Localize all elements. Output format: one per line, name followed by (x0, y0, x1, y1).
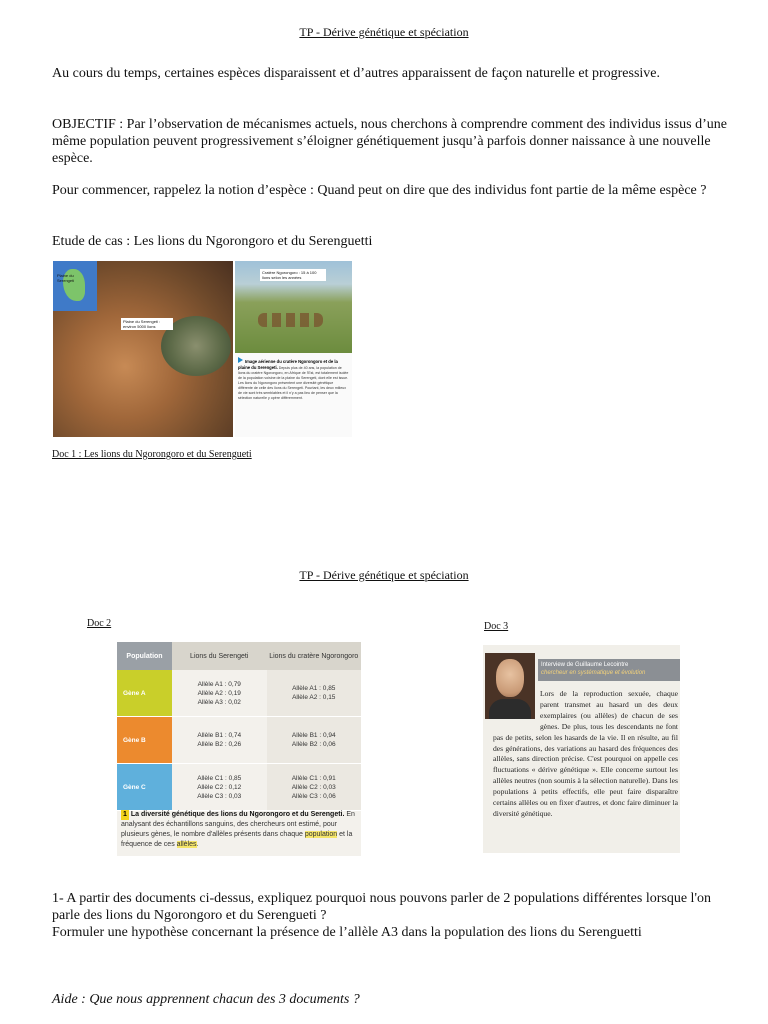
header-serengeti: Lions du Serengeti (172, 642, 267, 670)
allele-cell-ngorongoro (267, 717, 362, 764)
gene-cell: Gène B (117, 717, 172, 764)
gene-cell: Gène A (117, 670, 172, 717)
allele-frequency: Allèle A2 : 0,19 (197, 689, 241, 697)
allele-cell-serengeti (172, 764, 267, 811)
interview-role: chercheur en systématique et évolution (541, 670, 646, 676)
crater-label: Cratère Ngorongoro : 15 à 100 lions selon les années (260, 269, 326, 281)
doc1-image (53, 261, 352, 437)
doc1-caption: Doc 1 : Les lions du Ngorongoro et du Serengueti (52, 449, 252, 460)
question-1b: Formuler une hypothèse concernant la présence de l’allèle A3 dans la population des lions du Serenguetti (52, 925, 642, 940)
doc2-table-image (117, 642, 361, 856)
allele-cell-serengeti (172, 717, 267, 764)
allele-frequency: Allèle C1 : 0,91 (291, 774, 336, 782)
case-study-title: Etude de cas : Les lions du Ngorongoro et du Serenguetti (52, 234, 373, 249)
allele-cell-ngorongoro (267, 670, 362, 717)
caption-title: La diversité génétique des lions du Ngorongoro et du Serengeti. (130, 811, 345, 818)
doc3-label: Doc 3 (484, 621, 509, 632)
caption-end: . (196, 841, 199, 848)
caption-text-2: et la fréquence de ces (121, 831, 353, 848)
allele-frequency: Allèle A1 : 0,85 (292, 685, 336, 692)
allele-frequency: Allèle A1 : 0,79 (197, 680, 241, 688)
caption-number: 1 (123, 811, 127, 818)
africa-inset (53, 261, 97, 311)
lions-silhouettes (258, 313, 323, 327)
allele-frequency: Allèle B1 : 0,94 (291, 732, 336, 739)
header-ngorongoro: Lions du cratère Ngorongoro (267, 642, 362, 670)
africa-label: Plaine du Serengeti (57, 273, 75, 283)
allele-frequency: Allèle B2 : 0,06 (291, 741, 336, 748)
doc2-caption (121, 810, 357, 850)
caption-text-1: En analysant des échantillons sanguins, des chercheurs ont estimé, pour plusieurs gènes, le nombre d'allèles présents dans chaque (121, 811, 355, 838)
allele-frequency: Allèle C3 : 0,06 (291, 792, 336, 800)
photo-description (235, 353, 352, 437)
doc3-interview-image (483, 645, 680, 853)
plain-label: Plaine du Serengeti : environ 5000 lions (121, 318, 173, 330)
interview-text: Lors de la reproduction sexuée, chaque parent transmet au hasard un des deux exemplaires (ou allèles) de chacun de ses gènes. De plus, tous les descendants ne font pas de petits, selon les hasards de la vie. Il en résulte, au fil des générations, des variations au hasard des fréquences des allèles, sans direction précise. C'est pourquoi on appelle ces fluctuations « dérive génétique ». Elle concerne surtout les allèles neutres (non soumis à la sélection naturelle). Dans les populations à petits effectifs, elle peut faire disparaître certains allèles ou en fixer d'autres, et donc faire diminuer la diversité génétique. (493, 689, 678, 818)
table-row (117, 717, 361, 764)
species-question: Pour commencer, rappelez la notion d’espèce : Quand peut on dire que des individus font partie de la même espèce ? (52, 183, 707, 198)
interview-body (493, 689, 678, 820)
lions-photo (235, 261, 352, 353)
allele-cell-ngorongoro (267, 764, 362, 811)
table-row (117, 670, 361, 717)
photo-text: Depuis plus de 40 ans, la population de lions du cratère Ngorongoro, en Afrique de l'Est, est totalement isolée de la population voisine de la plaine du Serengeti, dont elle est issue. Les lions du Ngorongoro présentent une diversité génétique différente de celle des lions du Serengeti. Pourtant, les deux milieux de vie sont très semblables et il n'y a pas lieu de penser que la sélection naturelle y opère différemment. (238, 366, 349, 400)
allele-frequency: Allèle C3 : 0,03 (197, 792, 242, 800)
header-population: Population (117, 642, 172, 670)
page-title: TP - Dérive génétique et spéciation (299, 25, 469, 39)
help-text: Aide : Que nous apprennent chacun des 3 documents ? (52, 992, 360, 1007)
allele-cell-serengeti (172, 670, 267, 717)
interview-header (538, 659, 680, 681)
question-1a: 1- A partir des documents ci-dessus, expliquez pourquoi nous pouvons parler de 2 populations différentes lorsque l'on parle des lions du Ngorongoro et du Serengueti ? (52, 891, 711, 923)
caption-highlight-population: population (304, 831, 338, 838)
allele-frequency: Allèle A3 : 0,02 (197, 698, 241, 706)
interview-title: Interview de Guillaume Lecointre (541, 662, 629, 668)
page-title-2: TP - Dérive génétique et spéciation (299, 568, 469, 582)
allele-frequency: Allèle A2 : 0,15 (292, 694, 336, 701)
allele-frequency: Allèle C2 : 0,03 (291, 783, 336, 791)
objective-text: OBJECTIF : Par l’observation de mécanismes actuels, nous cherchons à comprendre comment des individus issus d’une même population peuvent progressivement s’éloigner génétiquement jusqu’à parfois donner naissance à une nouvelle espèce. (52, 117, 727, 166)
intro-text: Au cours du temps, certaines espèces disparaissent et d’autres apparaissent de façon naturelle et progressive. (52, 66, 660, 81)
photo-title: Image aérienne du cratère Ngorongoro et de la plaine du Serengeti. (238, 359, 338, 370)
allele-table (117, 642, 361, 811)
gene-cell: Gène C (117, 764, 172, 811)
table-row (117, 764, 361, 811)
caption-highlight-alleles: allèles (176, 841, 197, 848)
allele-frequency: Allèle C1 : 0,85 (197, 774, 242, 782)
arrow-icon (238, 357, 243, 363)
allele-frequency: Allèle B2 : 0,26 (197, 741, 242, 748)
allele-frequency: Allèle C2 : 0,12 (197, 783, 242, 791)
doc2-label: Doc 2 (87, 618, 112, 629)
allele-frequency: Allèle B1 : 0,74 (197, 732, 242, 739)
